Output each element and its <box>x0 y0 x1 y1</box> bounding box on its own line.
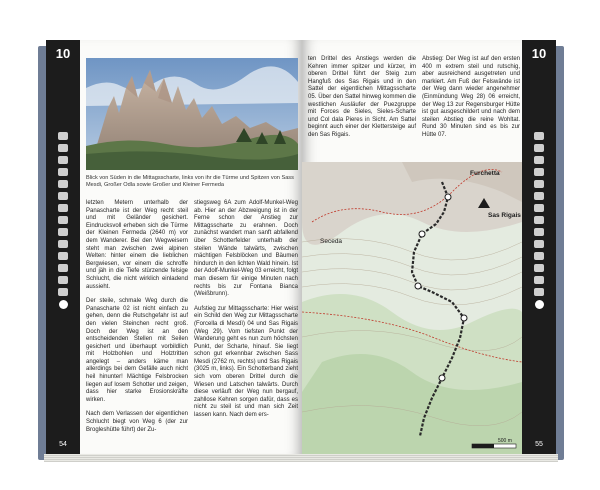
chapter-marker <box>58 168 68 176</box>
chapter-tab-left <box>46 40 80 456</box>
paragraph: Nach dem Verlassen der eigentlichen Schlucht biegt von Weg 6 (der zur Brogleshütte führt) der Zu- <box>86 411 188 433</box>
chapter-marker <box>58 216 68 224</box>
page-number-left: 54 <box>59 441 67 448</box>
paragraph: letzten Metern unterhalb der Panascharte ist der Weg recht steil und mit Geländer gesichert. Eindrucksvoll erheben sich die Türme der Kleinen Fermeda (2640 m) vor dem Wanderer. Bei den Wegweisern steht man zwischen zwei alpinen Welten: hinter einem die lieblichen Bergwiesen, vor einem die schroffe und jäh in die Tiefe stürzende felsige Schlucht, die nicht wirklich einladend aussieht. <box>86 200 188 290</box>
chapter-marker <box>534 168 544 176</box>
paragraph: Der steile, schmale Weg durch die Panascharte 02 ist nicht einfach zu gehen, denn die Rutschgefahr ist auf den vielen Steinchen recht groß. Doch der Weg ist an den entscheidenden Stellen mit Seilen gesichert und überhaupt vorbildlich mit Holzbohlen und Holztritten angelegt – anders käme man allerdings bei dem Gefälle auch nicht heil hinunter! Mächtige Felsbrocken liegen auf losem Schotter und zeigen, dass hier starke Erosionskräfte wirken. <box>86 298 188 403</box>
map-scale-label: 500 m <box>498 438 512 444</box>
chapter-marker <box>58 276 68 284</box>
chapter-marker <box>58 192 68 200</box>
open-guidebook <box>38 40 564 462</box>
chapter-marker <box>58 264 68 272</box>
paragraph: Abstieg: Der Weg ist auf den ersten 400 m extrem steil und rutschig, aber ausreichend ausgetreten und markiert. Am Fuß der Felswände ist der Weg dann wieder angenehmer (Einmündung Weg 28) 06 erreicht, der Weg 13 zur Regensburger Hütte ist gut ausgeschildert und nach dem steilen Abstieg die reine Wohltat. Rund 30 Minuten sind es bis zur Hütte 07. <box>422 56 520 138</box>
text-column-4 <box>422 56 520 147</box>
chapter-marker <box>534 252 544 260</box>
chapter-marker <box>58 156 68 164</box>
chapter-marker <box>534 204 544 212</box>
chapter-index <box>55 132 71 313</box>
paragraph: ten Drittel des Anstiegs werden die Kehren immer spitzer und kürzer, im oberen Drittel führt der Steig zum Hangfuß des Sas Rigais und in den Sattel der eigentlichen Mittagsscharte 05. Über den Sattel hinweg kommen die westlichen Ausläufer der Puezgruppe mit Forces de Sieles, Sieles-Scharte und Col dala Pieres in Sicht. Am Sattel beginnt auch einer der Klettersteige auf den Sas Rigais. <box>308 56 416 138</box>
map-label-seceda: Seceda <box>320 238 343 245</box>
paragraph: Aufstieg zur Mittagsscharte: Hier weist ein Schild den Weg zur Mittagsscharte (Forcella di Mesdì) 04 und Sas Rigais (Weg 29). Vom tiefsten Punkt der Wanderung geht es nun zum höchsten Punkt, der Scharte, hinauf. Sie liegt schon gut erkennbar zwischen Sass Mesdi (2762 m, rechts) und Sas Rigais (3025 m, links). Ein Schotterband zieht sich vom oberen Drittel durch die Wiesen und Latschen talwärts. Durch diese verläuft der Weg nun bergauf, zahllose Kehren sorgen dafür, dass es nicht zu steil ist und man sich Zeit lassen kann. Nach dem ers- <box>194 305 298 419</box>
chapter-tab-right <box>522 40 556 456</box>
chapter-marker <box>58 240 68 248</box>
chapter-marker <box>534 192 544 200</box>
chapter-marker <box>534 216 544 224</box>
text-column-3 <box>308 56 416 147</box>
page-number-right: 55 <box>535 441 543 448</box>
chapter-marker <box>534 228 544 236</box>
hiking-map <box>302 162 522 456</box>
left-page <box>46 40 302 456</box>
chapter-marker <box>58 144 68 152</box>
chapter-marker <box>58 228 68 236</box>
right-page <box>302 40 556 456</box>
text-column-1 <box>86 200 188 441</box>
chapter-number: 10 <box>55 46 71 61</box>
paragraph: stiegsweg 6A zum Adolf-Munkel-Weg ab. Hier an der Abzweigung ist in der Ferne schon der Anstieg zur Mittagsscharte zu erahnen. Doch zunächst wandert man sanft abfallend über Schotterfelder unterhalb der steilen Wände talwärts, zwischen mächtigen Felsblöcken und Bäumen hindurch in den lichten Wald hinein. Ist der Adolf-Munkel-Weg 03 erreicht, folgt man diesem für einige Minuten nach rechts bis zur Fontana Bianca (Weißbrunn). <box>194 200 298 298</box>
chapter-number: 10 <box>531 46 547 61</box>
chapter-marker <box>534 132 544 140</box>
chapter-marker-current <box>535 300 544 309</box>
chapter-marker <box>534 156 544 164</box>
chapter-marker <box>58 252 68 260</box>
chapter-marker <box>534 144 544 152</box>
chapter-marker <box>58 204 68 212</box>
chapter-marker <box>58 180 68 188</box>
chapter-index <box>531 132 547 313</box>
chapter-marker <box>534 180 544 188</box>
page-edges <box>44 454 558 462</box>
photo-caption: Blick von Süden in die Mittagsscharte, links von ihr die Türme und Spitzen von Sass Mesdi, Großer Odla sowie Großer und Kleiner Fermeda <box>86 175 294 188</box>
dolomites-photo <box>86 58 298 170</box>
chapter-marker <box>534 240 544 248</box>
chapter-marker <box>534 264 544 272</box>
chapter-marker-current <box>59 300 68 309</box>
map-label-furchetta: Furchetta <box>470 170 500 177</box>
chapter-marker <box>534 276 544 284</box>
text-column-2 <box>194 200 298 427</box>
chapter-marker <box>534 288 544 296</box>
chapter-marker <box>58 288 68 296</box>
chapter-marker <box>58 132 68 140</box>
map-label-sas-rigais: Sas Rigais <box>488 212 521 219</box>
